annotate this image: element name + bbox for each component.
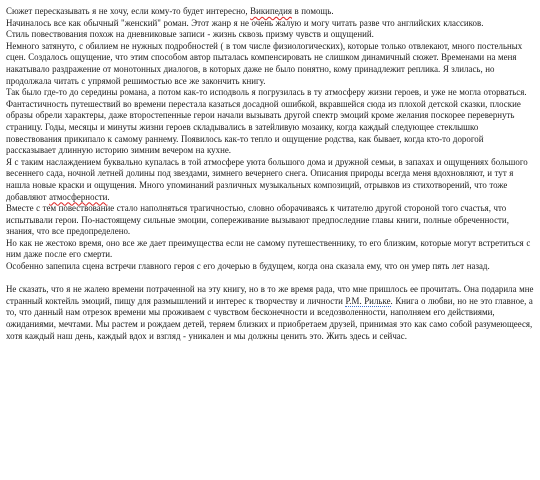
paragraph-6-text-a: Я с таким наслаждением буквально купалась в той атмосфере уюта большого дома и дружной семьи, в запахах и ощущениях большого весеннего сада, ночной летней долины под звездами, зимнего вечернего снега. Описания природы всегда меня вдохновляют, и тут я нашла новые краски и ощущения. Много упоминаний различных музыкальных композиций, отрывков из стихотворений, что тоже добавляют <box>6 156 528 202</box>
paragraph-10-text-c: . Книга о любви, но не это главное, а то, что данный нам отрезок времени мы проживаем с чувством бесконечности и вседозволенности, наполняем его действиями, ожиданиями, мечтами. Мы растем и рождаем детей, теряем близких и приобретаем друзей, принимая это как само собой разумеющееся, хотя каждый наш день, каждый вдох и взгляд - уникален и мы должны ценить это. Жить здесь и сейчас. <box>6 295 533 341</box>
paragraph-5: Так было где-то до середины романа, а потом как-то исподволь я погрузилась в ту атмосферу жизни героев, и уже не могла оторваться. Фантастичность путешествий во времени перестала казаться досадной ошибкой, вкравшейся сюда из плохой детской сказки, плоские образы обрели характеры, даже второстепенные герои начали вызывать другой спектр эмоций кроме желания поскорее перевернуть страницу. Годы, месяцы и минуты жизни героев складывались в затейливую мозаику, когда каждый следующее стеклышко повествования прикипало к самому раннему. Появилось как-то тепло и ощущение родства, как бывает, когда кто-то дорогой рассказывает длинную историю зимним вечером на кухне. <box>6 87 527 156</box>
paragraph-10 <box>6 284 534 342</box>
rilke-name: Р.М. Рильке <box>345 295 391 306</box>
paragraph-2: Начиналось все как обычный "женский" роман. Этот жанр я не очень жалую и могу читать разве что английских классиков. <box>6 17 484 28</box>
empty-line <box>6 273 534 285</box>
paragraph-10-text-a: Не сказать, что я не жалею времени потраченной на эту книгу, но в то же время рада, что мне пришлось ее прочитать. Она подарила мне странный коктейль эмоций, пищу для размышлений и интерес к творчеству и личности <box>6 284 534 306</box>
paragraph-3: Стиль повествования похож на дневниковые записи - жизнь сквозь призму чувств и ощущений. <box>6 29 374 40</box>
paragraph-1-text-a: Сюжет пересказывать я не хочу, если кому-то будет интересно, <box>6 6 251 16</box>
atmosphere-word: атмосферности <box>49 191 108 202</box>
paragraph-4: Немного затянуто, с обилием не нужных подробностей ( в том числе физиологических), которые только отвлекают, много постельных сцен. Создалось ощущение, что этим способом автор пыталась компенсировать не слишком динамичный сюжет. Временами на меня накатывало раздражение от монотонных диалогов, в которых даже не было понятно, кому принадлежит реплика. Я злилась, но продолжала читать с упрямой решимостью все же закончить книгу. <box>6 40 523 86</box>
document-body[interactable] <box>6 6 534 342</box>
paragraph-7: Вместе с тем повествование стало наполняться трагичностью, словно оборачиваясь к читателю другой стороной того счастья, что испытывали герои. По-настоящему сильные эмоции, сопереживание вызывают предпоследние главы книги, полные обреченности, знания, что все предопределено. <box>6 203 509 237</box>
paragraph-6-text-c: . <box>107 191 110 202</box>
paragraph-6 <box>6 157 534 203</box>
paragraph-1 <box>6 6 534 18</box>
paragraph-1-text-c: в помощь. <box>291 6 334 16</box>
paragraph-9: Особенно запепила сцена встречи главного героя с его дочерью в будущем, когда она сказала ему, что он умер пять лет назад. <box>6 261 490 272</box>
wikipedia-word: Википедия <box>250 6 292 16</box>
paragraph-8: Но как не жестоко время, оно все же дает преимущества если не самому путешественнику, то его близким, которые могут встретиться с ним даже после его смерти. <box>6 237 531 260</box>
